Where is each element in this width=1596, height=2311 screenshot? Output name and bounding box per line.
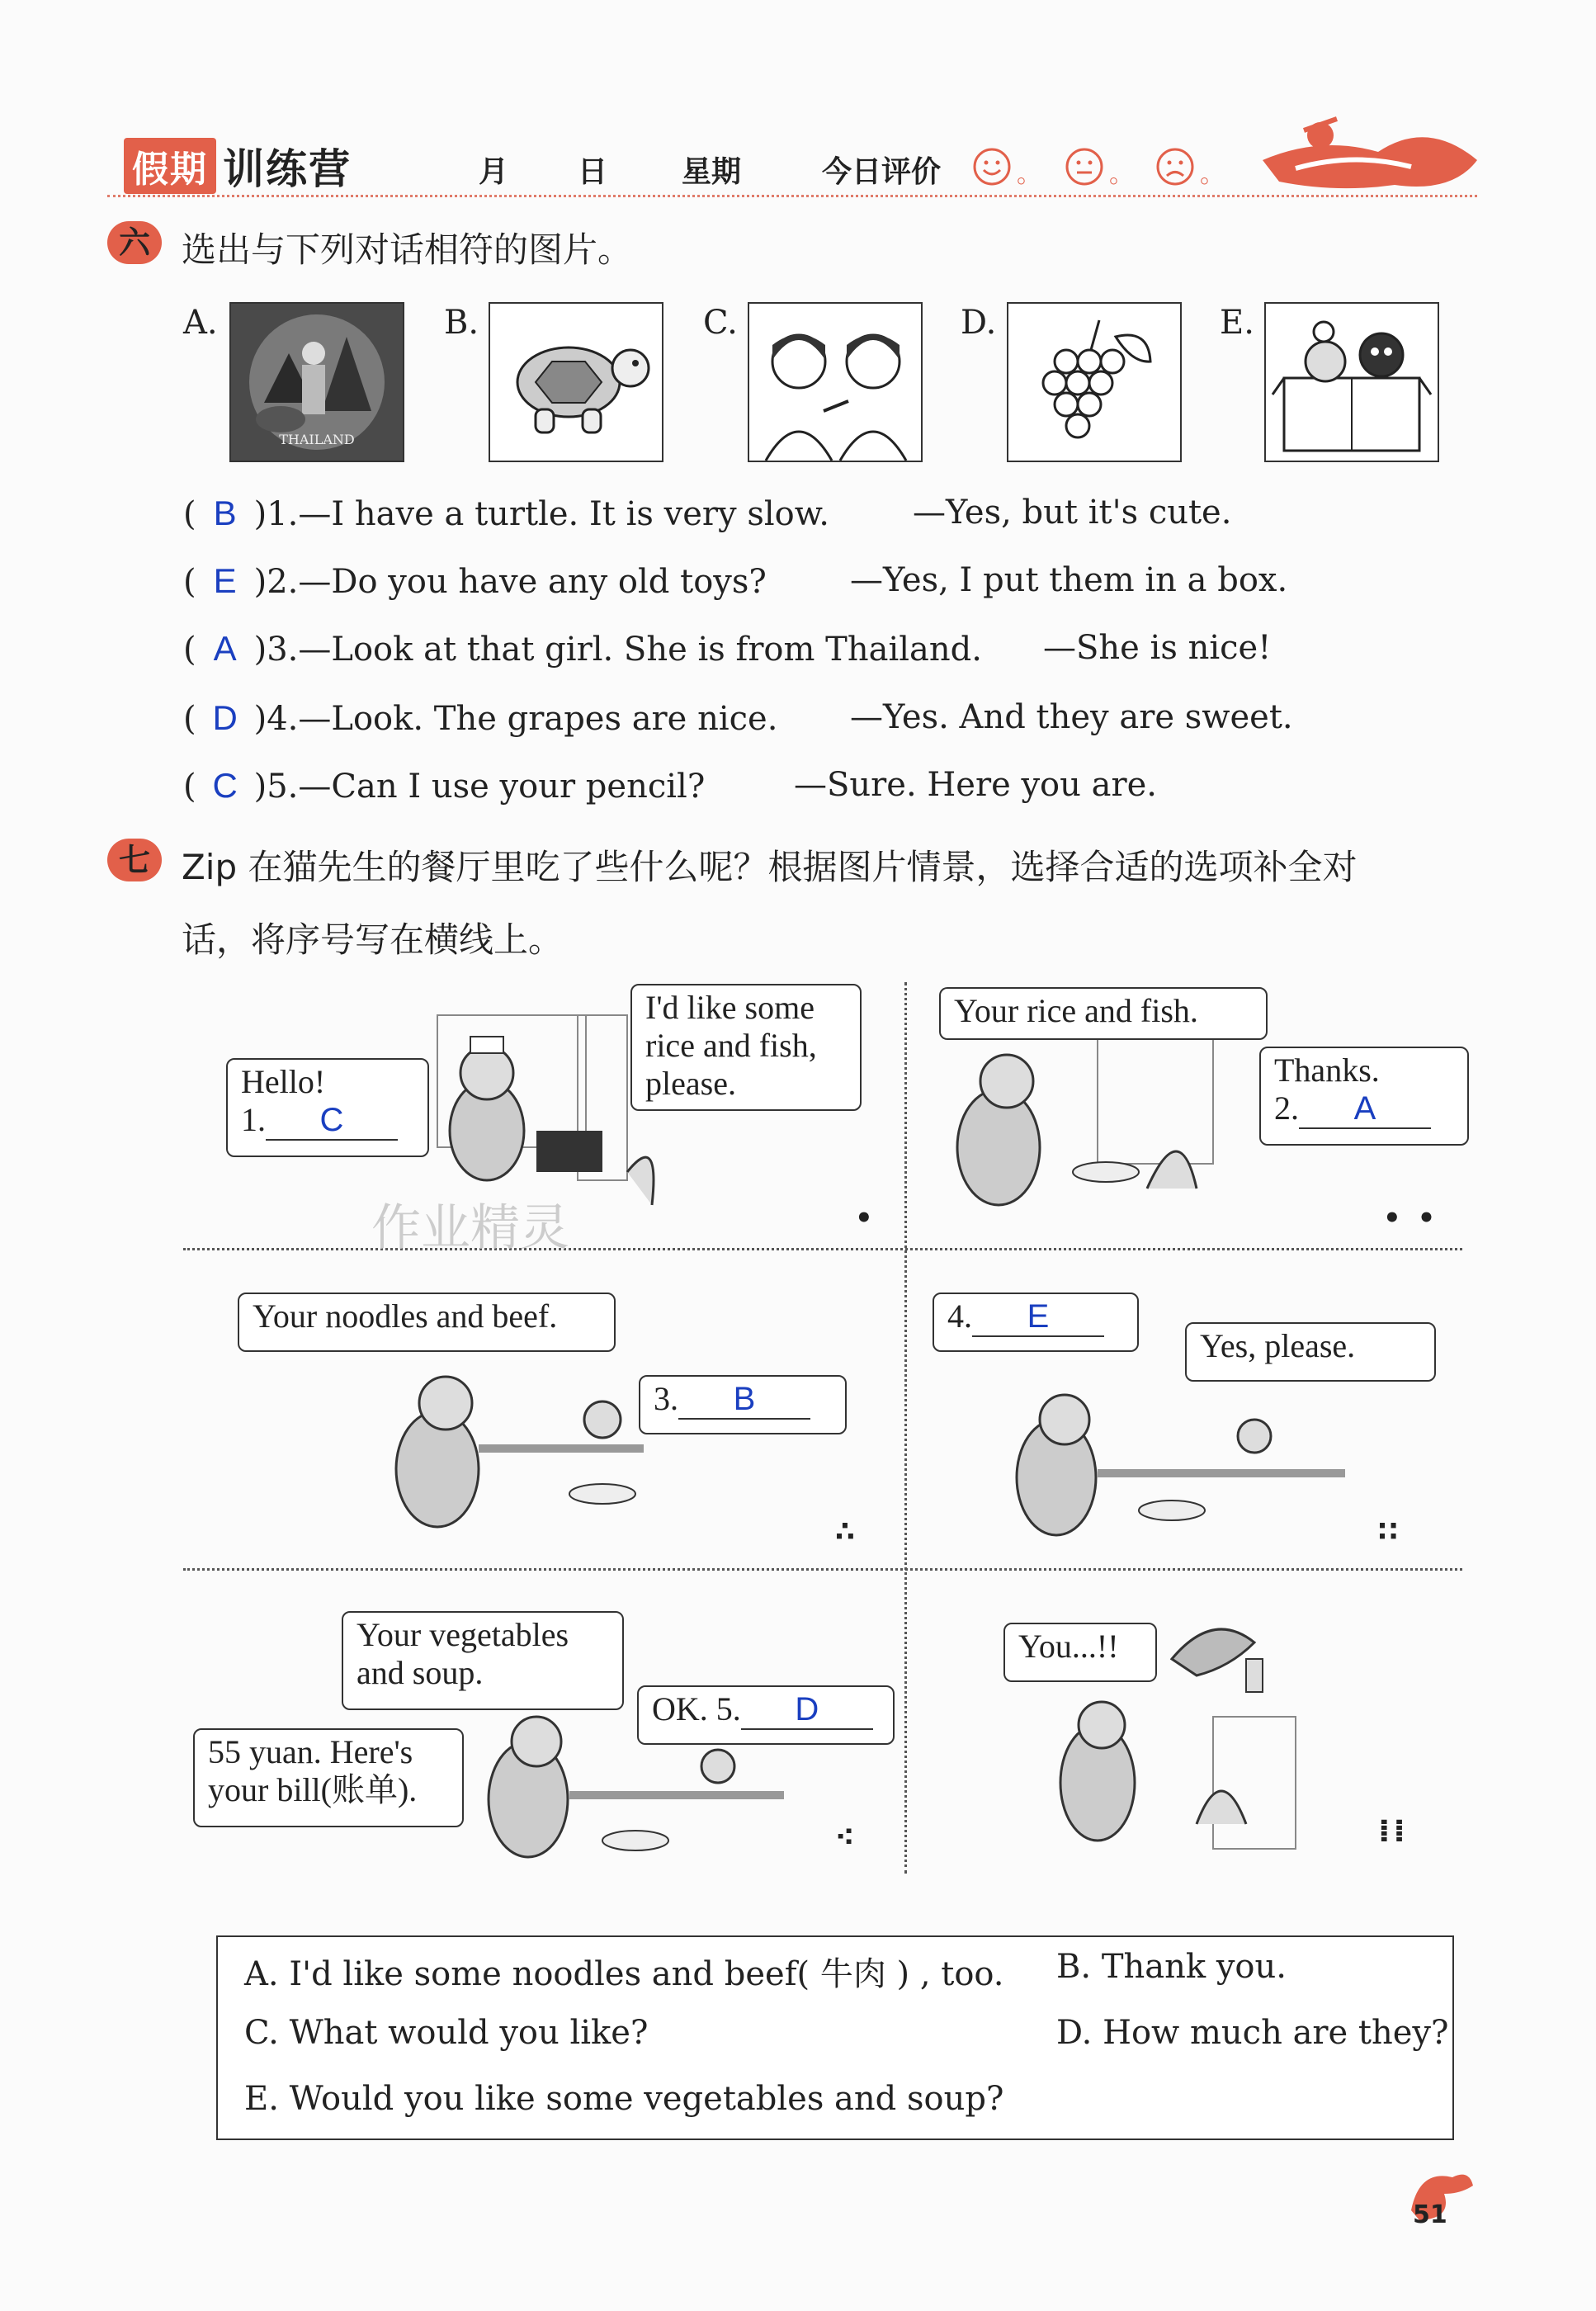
answer-5[interactable]: C [212,766,238,805]
section7-title-line1: Zip 在猫先生的餐厅里吃了些什么呢？根据图片情景，选择合适的选项补全对 [182,847,1358,887]
panel1-bubble-order: I'd like some rice and fish, please. [630,984,862,1111]
question-4-text: —Look. The grapes are nice. [298,700,778,738]
panel1-dots: • [855,1202,876,1235]
panel1-bubble-hello: Hello! 1. C [226,1058,429,1157]
panel6-bubble-you: You...!! [1003,1623,1157,1682]
reply-5: —Sure. Here you are. [794,766,1157,804]
neutral-face-icon [1065,147,1104,187]
mark-1: 。 [1017,160,1041,189]
panel-divider-2 [183,1568,1462,1571]
reply-1: —Yes, but it's cute. [913,494,1232,532]
two-girls-picture-icon [748,302,923,462]
option-d-letter: D. [961,304,997,342]
header-month: 月 [479,155,509,189]
choice-d: D. How much are they? [1056,2014,1449,2052]
question-row: ( A )3.—Look at that girl. She is from Thailand. [183,629,982,669]
cat-serving-rice-scene-icon [933,1032,1230,1230]
header-brand [124,140,352,191]
header-day: 日 [578,155,608,189]
watermark: 作业精灵 [371,1199,569,1257]
panel4-bubble-yes: Yes, please. [1185,1322,1436,1382]
thailand-label: THAILAND [279,432,355,447]
answer-4[interactable]: D [212,698,238,737]
panel3-answer[interactable]: B [678,1380,810,1420]
flying-kid-decoration-icon [1246,102,1485,201]
mark-2: 。 [1109,160,1134,189]
question-row: ( B )1.—I have a turtle. It is very slow. [183,494,829,533]
section7-badge: 七 [107,839,162,881]
header-title: 训练营 [223,145,352,193]
grapes-picture-icon [1007,302,1182,462]
turtle-picture-icon [489,302,663,462]
header-tag: 假期 [124,138,216,194]
panel-divider-vertical [904,982,907,1874]
question-5-text: —Can I use your pencil? [298,768,706,806]
section6-title: 选出与下列对话相符的图片。 [182,229,633,270]
panel4-bubble-answer: 4. E [933,1293,1139,1352]
option-e-letter: E. [1220,304,1254,342]
sad-face-icon [1155,147,1195,187]
header-week: 星期 [682,155,742,189]
panel2-dots: • • [1383,1202,1439,1235]
reply-2: —Yes, I put them in a box. [850,561,1288,599]
question-row: ( E )2.—Do you have any old toys? [183,561,767,601]
panel3-dots: ∴ [835,1515,858,1548]
header-divider [107,195,1477,197]
thailand-collage-picture-icon [229,302,404,462]
panel5-bubble-ok: OK. 5. D [637,1685,895,1745]
panel2-bubble-serve: Your rice and fish. [939,987,1268,1040]
panel3-bubble-serve: Your noodles and beef. [238,1293,616,1352]
question-3-text: —Look at that girl. She is from Thailand. [298,631,982,669]
mark-3: 。 [1200,160,1225,189]
answer-3[interactable]: A [213,629,237,668]
panel6-dots: ⁞⁞ [1378,1812,1409,1849]
header-rating-label: 今日评价 [822,155,942,189]
option-a-letter: A. [183,304,218,342]
panel1-answer[interactable]: C [266,1101,398,1141]
reply-4: —Yes. And they are sweet. [850,698,1293,736]
choice-c: C. What would you like? [244,2014,649,2052]
question-row: ( C )5.—Can I use your pencil? [183,766,706,806]
section7-title-line2: 话，将序号写在横线上。 [182,919,564,960]
panel5-dots: ⁖ [835,1821,858,1854]
page-number: 51 [1413,2200,1447,2229]
panel2-bubble-thanks: Thanks. 2. A [1259,1047,1469,1146]
cat-offering-soup-scene-icon [1007,1387,1386,1543]
choice-a: A. I'd like some noodles and beef( 牛肉 ) , too. [244,1955,1004,1993]
panel5-answer[interactable]: D [741,1690,873,1730]
panel5-bubble-bill: 55 yuan. Here's your bill(账单). [193,1728,464,1827]
question-row: ( D )4.—Look. The grapes are nice. [183,698,778,738]
answer-1[interactable]: B [213,494,237,532]
panel3-bubble-answer: 3. B [639,1375,847,1434]
smile-face-icon [972,147,1012,187]
choice-b: B. Thank you. [1056,1948,1287,1986]
option-c-letter: C. [703,304,738,342]
panel4-dots: ∷ [1378,1515,1401,1548]
option-b-letter: B. [444,304,479,342]
section6-badge: 六 [107,221,162,264]
panel2-answer[interactable]: A [1299,1089,1431,1129]
choice-e: E. Would you like some vegetables and soup? [244,2080,1004,2118]
answer-2[interactable]: E [213,561,237,600]
reply-3: —She is nice! [1043,629,1272,667]
panel5-bubble-serve: Your vegetables and soup. [342,1611,624,1710]
question-1-text: —I have a turtle. It is very slow. [298,495,829,533]
panel4-answer[interactable]: E [972,1297,1104,1337]
question-2-text: —Do you have any old toys? [298,563,767,601]
toy-box-picture-icon [1264,302,1439,462]
